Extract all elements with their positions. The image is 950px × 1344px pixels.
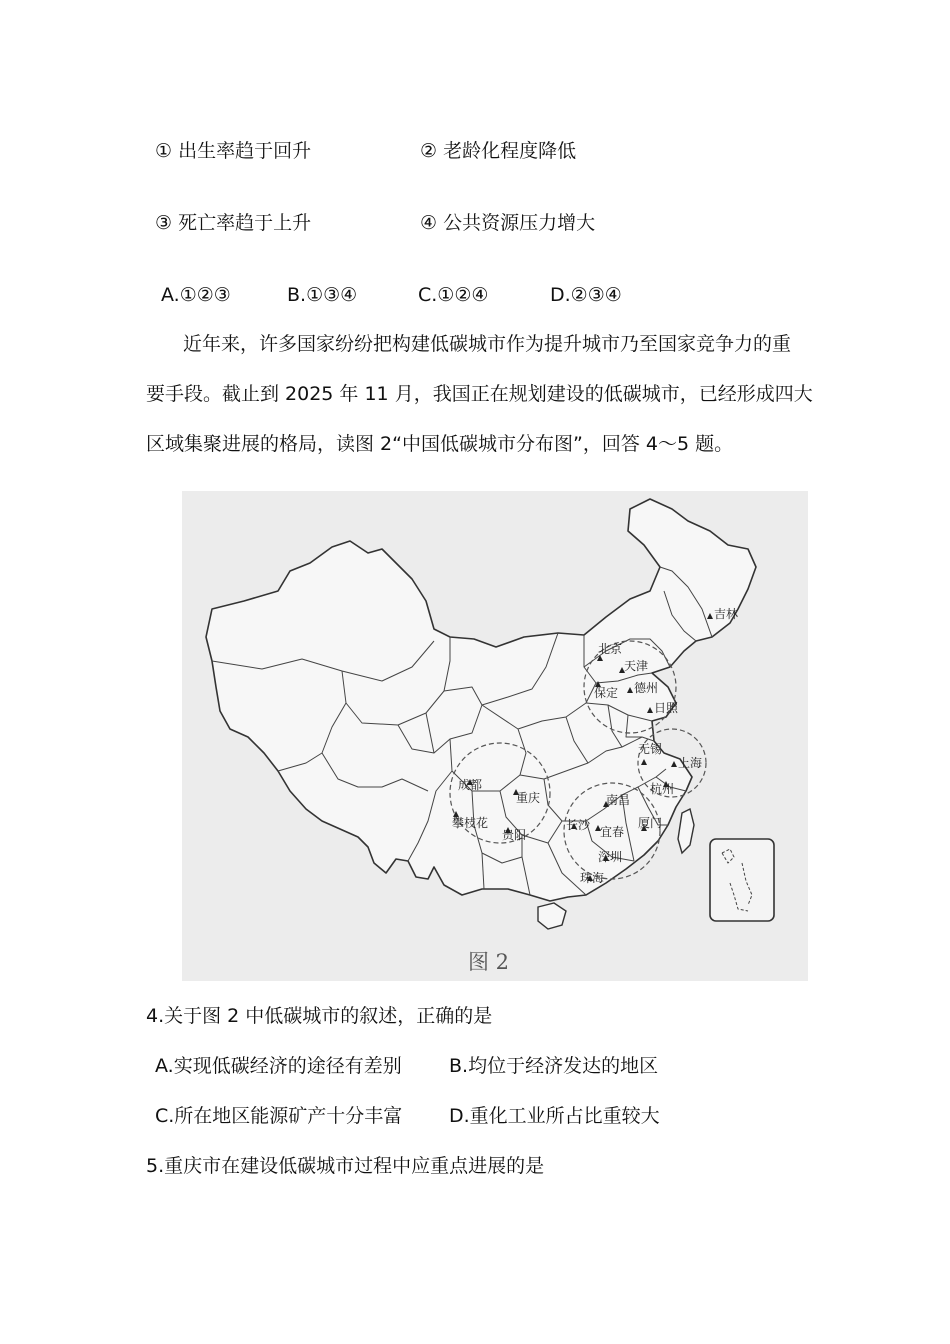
figure-caption: 图 2: [468, 950, 510, 974]
choice-a: A.①②③: [161, 284, 231, 306]
city-label-chongqing: 重庆: [516, 791, 541, 805]
city-label-xiamen: 厦门: [638, 816, 663, 830]
passage-line-3: 区域集聚进展的格局，读图 2“中国低碳城市分布图”，回答 4～5 题。: [146, 433, 734, 455]
question-5-stem: 5.重庆市在建设低碳城市过程中应重点进展的是: [146, 1155, 545, 1177]
city-label-panzhihua: 攀枝花: [452, 816, 489, 830]
question-4-option-b: B.均位于经济发达的地区: [449, 1055, 659, 1077]
option-item-3: ③ 死亡率趋于上升: [155, 212, 312, 234]
hainan-island: [538, 903, 566, 929]
question-4-option-c: C.所在地区能源矿产十分丰富: [155, 1105, 403, 1127]
city-label-chengdu: 成都: [458, 778, 483, 792]
city-label-dezhou: 德州: [634, 681, 659, 695]
city-label-hangzhou: 杭州: [650, 782, 675, 796]
option-item-2: ② 老龄化程度降低: [420, 140, 577, 162]
city-label-nanchang: 南昌: [606, 793, 631, 807]
city-label-yichun: 宜春: [600, 825, 625, 839]
country-outline: [206, 499, 756, 901]
city-label-wuxi: 无锡: [638, 742, 663, 756]
taiwan-island: [678, 809, 694, 853]
passage-line-1: 近年来，许多国家纷纷把构建低碳城市作为提升城市乃至国家竞争力的重: [183, 333, 792, 355]
city-label-jilin: 吉林: [714, 607, 739, 621]
city-label-baoding: 保定: [594, 686, 619, 700]
city-label-zhuhai: 珠海: [580, 871, 605, 885]
city-label-shanghai: 上海: [678, 756, 703, 770]
passage-line-2: 要手段。截止到 2025 年 11 月，我国正在规划建设的低碳城市，已经形成四大: [146, 383, 813, 405]
city-label-changsha: 长沙: [566, 818, 591, 832]
question-4-option-d: D.重化工业所占比重较大: [449, 1105, 660, 1127]
choice-b: B.①③④: [287, 284, 358, 306]
option-item-1: ① 出生率趋于回升: [155, 140, 312, 162]
city-label-guiyang: 贵阳: [502, 828, 527, 842]
option-item-4: ④ 公共资源压力增大: [420, 212, 596, 234]
choice-c: C.①②④: [418, 284, 489, 306]
question-4-option-a: A.实现低碳经济的途径有差别: [155, 1055, 402, 1077]
question-4-stem: 4.关于图 2 中低碳城市的叙述，正确的是: [146, 1005, 493, 1027]
city-label-rizhao: 日照: [654, 701, 679, 715]
map-svg: [182, 491, 808, 981]
south-china-sea-inset: [710, 839, 774, 921]
city-label-shenzhen: 深圳: [598, 850, 623, 864]
choice-d: D.②③④: [550, 284, 622, 306]
city-label-beijing: 北京: [598, 642, 623, 656]
china-low-carbon-map: [182, 491, 808, 981]
city-label-tianjin: 天津: [624, 659, 649, 673]
